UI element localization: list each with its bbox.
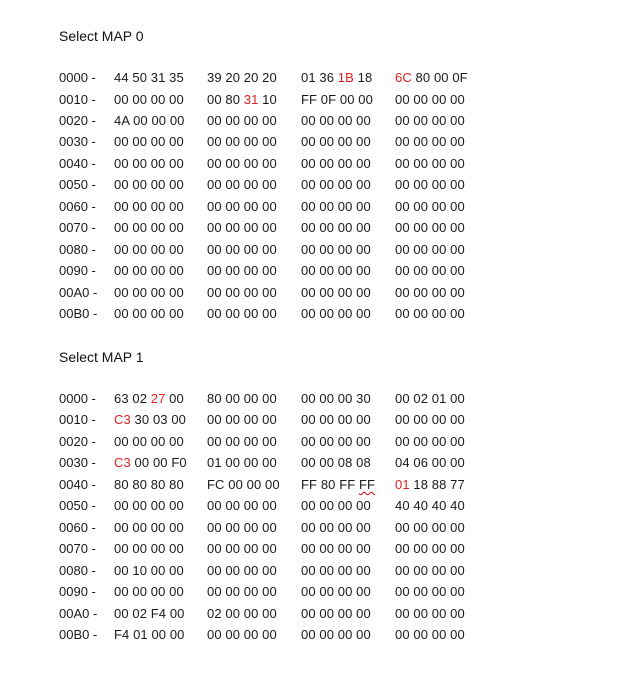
byte-group: 00 00 00 00	[395, 220, 465, 236]
byte-group: 00 00 00 00	[395, 627, 465, 642]
section-heading: Select MAP 1	[59, 349, 144, 365]
byte-group: 00 00 00 00	[114, 519, 184, 535]
byte-group: 00 00 00 00	[301, 412, 371, 428]
byte-group: 00 00 00 00	[301, 220, 371, 236]
byte-group: 00 00 00 00	[301, 605, 371, 621]
row-address: 0030 -	[59, 455, 96, 471]
byte-group: 00 00 00 00	[395, 263, 465, 278]
byte-group	[395, 477, 465, 493]
row-address: 0030 -	[59, 134, 96, 150]
row-address: 0040 -	[59, 476, 96, 492]
byte-group: 00 00 00 00	[207, 263, 277, 278]
row-address: 0000 -	[59, 391, 96, 406]
byte-group: 44 50 31 35	[114, 70, 184, 85]
byte-group: 00 00 00 00	[114, 433, 184, 449]
row-address: 0000 -	[59, 70, 96, 85]
byte: 30	[134, 412, 150, 428]
highlighted-byte: 01	[395, 476, 410, 492]
byte: 00	[433, 70, 449, 85]
byte-group: 00 00 00 00	[301, 134, 371, 150]
byte-group: 00 00 00 00	[395, 305, 465, 321]
byte-group: 39 20 20 20	[207, 70, 277, 85]
byte-group: 00 10 00 00	[114, 562, 184, 578]
byte-group: 00 00 00 00	[395, 284, 465, 300]
row-address: 0040 -	[59, 155, 96, 171]
highlighted-byte: 1B	[337, 70, 354, 85]
byte-group: 00 00 00 00	[395, 155, 465, 171]
byte-group: 00 00 00 00	[395, 519, 465, 535]
byte: 00	[169, 391, 184, 406]
byte-group: 00 00 00 00	[301, 263, 371, 278]
byte-group	[114, 412, 186, 428]
section-heading: Select MAP 0	[59, 28, 144, 44]
byte-group: 00 00 00 00	[207, 562, 277, 578]
byte: 88	[431, 476, 447, 492]
byte-group: 80 80 80 80	[114, 476, 184, 492]
row-address: 0080 -	[59, 562, 96, 578]
highlighted-byte: 31	[243, 91, 259, 107]
row-address: 0050 -	[59, 498, 96, 514]
byte: 80	[320, 476, 336, 492]
byte-group	[301, 477, 375, 493]
byte-group: 00 00 00 00	[207, 305, 277, 321]
highlighted-byte: 27	[150, 391, 166, 406]
byte: 01	[301, 70, 316, 85]
byte-group: 00 00 08 08	[301, 455, 371, 471]
row-address: 0020 -	[59, 433, 96, 449]
byte-group: FF 0F 00 00	[301, 91, 373, 107]
byte-group: 00 00 00 00	[301, 284, 371, 300]
byte-group: 01 00 00 00	[207, 455, 277, 471]
byte-group: 80 00 00 00	[207, 391, 277, 406]
byte-group: 00 00 00 00	[207, 220, 277, 236]
byte-group: 00 00 00 00	[114, 198, 184, 214]
byte-group: 00 00 00 00	[114, 134, 184, 150]
byte-group: 00 00 00 00	[207, 412, 277, 428]
byte-group: 00 02 F4 00	[114, 605, 185, 621]
byte-group: 00 00 00 00	[395, 177, 465, 193]
row-address: 0090 -	[59, 263, 96, 278]
row-address: 00A0 -	[59, 284, 98, 300]
byte: 63	[114, 391, 129, 406]
byte-group: 00 00 00 00	[301, 541, 371, 557]
byte-group: 00 00 00 00	[207, 519, 277, 535]
byte-group: 00 00 00 00	[301, 155, 371, 171]
byte-group: 00 00 00 00	[395, 584, 465, 599]
byte-group: 00 00 00 00	[395, 412, 465, 428]
byte-group: 00 00 00 00	[207, 284, 277, 300]
row-address: 0010 -	[59, 91, 96, 107]
byte-group: FC 00 00 00	[207, 476, 280, 492]
byte: 80	[225, 91, 241, 107]
byte-group: 00 00 00 00	[207, 584, 277, 599]
row-address: 0090 -	[59, 584, 96, 599]
byte-group: 00 00 00 00	[301, 198, 371, 214]
byte-group: F4 01 00 00	[114, 627, 185, 642]
byte-group: 00 00 00 00	[395, 112, 465, 128]
byte-group: 00 00 00 00	[114, 241, 184, 257]
byte-group: 4A 00 00 00	[114, 112, 185, 128]
byte-group: 00 00 00 00	[207, 155, 277, 171]
byte: 80	[415, 70, 431, 85]
byte-group: 00 00 00 00	[395, 241, 465, 257]
byte-group: 00 00 00 00	[395, 91, 465, 107]
byte-group: 40 40 40 40	[395, 498, 465, 514]
byte-group	[301, 70, 372, 86]
byte-group: 00 00 00 00	[301, 177, 371, 193]
byte-group: 00 00 00 00	[114, 155, 184, 171]
byte: 02	[132, 391, 148, 406]
row-address: 00A0 -	[59, 605, 98, 621]
byte-group: 00 00 00 00	[301, 498, 371, 514]
byte-group: 00 00 00 00	[301, 562, 371, 578]
byte: 10	[262, 91, 277, 107]
row-address: 0010 -	[59, 412, 96, 428]
byte: 00	[134, 455, 150, 471]
highlighted-byte: C3	[114, 412, 131, 428]
byte-group: 00 00 00 00	[114, 263, 184, 278]
row-address: 0070 -	[59, 220, 96, 236]
byte-group: 00 00 00 00	[207, 498, 277, 514]
byte-group: 00 00 00 00	[114, 284, 184, 300]
byte-group: 00 00 00 00	[207, 177, 277, 193]
row-address: 0070 -	[59, 541, 96, 557]
byte-group: 04 06 00 00	[395, 455, 465, 471]
row-address: 0080 -	[59, 241, 96, 257]
row-address: 0020 -	[59, 112, 96, 128]
byte-group	[395, 70, 468, 86]
byte: 00	[207, 91, 222, 107]
row-address: 00B0 -	[59, 627, 98, 642]
byte: 00	[152, 455, 168, 471]
byte: FF	[339, 476, 356, 492]
byte-group: 00 00 00 00	[395, 605, 465, 621]
byte-group: 00 00 00 00	[207, 541, 277, 557]
row-address: 0060 -	[59, 198, 96, 214]
spellcheck-flagged-byte: FF	[359, 476, 376, 492]
byte-group: 00 00 00 00	[301, 627, 371, 642]
byte-group: 00 02 01 00	[395, 391, 465, 406]
highlighted-byte: 6C	[395, 70, 412, 85]
byte-group: 00 00 00 00	[301, 584, 371, 599]
row-address: 00B0 -	[59, 305, 98, 321]
byte-group: 00 00 00 00	[395, 541, 465, 557]
byte-group: 00 00 00 00	[395, 198, 465, 214]
byte-group: 00 00 00 00	[301, 112, 371, 128]
byte-group: 00 00 00 00	[114, 541, 184, 557]
byte-group: 00 00 00 00	[395, 562, 465, 578]
byte-group: 00 00 00 00	[207, 627, 277, 642]
byte: 36	[319, 70, 335, 85]
row-address: 0050 -	[59, 177, 96, 193]
byte-group: 00 00 00 00	[301, 305, 371, 321]
byte-group: 00 00 00 00	[114, 91, 184, 107]
byte: 18	[357, 70, 373, 85]
byte-group	[114, 455, 187, 471]
highlighted-byte: C3	[114, 455, 131, 471]
byte-group: 00 00 00 00	[114, 584, 184, 599]
byte: 77	[450, 476, 465, 492]
byte-group: 00 00 00 00	[301, 433, 371, 449]
byte: 03	[152, 412, 168, 428]
byte: FF	[301, 476, 318, 492]
byte-group: 00 00 00 00	[114, 498, 184, 514]
byte-group	[207, 92, 277, 108]
byte-group: 00 00 00 00	[114, 305, 184, 321]
byte-group: 00 00 00 00	[207, 112, 277, 128]
row-address: 0060 -	[59, 519, 96, 535]
byte-group: 02 00 00 00	[207, 605, 277, 621]
byte-group: 00 00 00 00	[207, 433, 277, 449]
byte: 00	[171, 412, 186, 428]
byte: 0F	[452, 70, 468, 85]
byte-group: 00 00 00 00	[301, 241, 371, 257]
byte-group: 00 00 00 00	[207, 134, 277, 150]
byte-group: 00 00 00 00	[114, 220, 184, 236]
byte-group: 00 00 00 00	[395, 433, 465, 449]
byte: 18	[413, 476, 429, 492]
byte: F0	[171, 455, 187, 471]
byte-group: 00 00 00 00	[207, 198, 277, 214]
byte-group: 00 00 00 00	[114, 177, 184, 193]
byte-group	[114, 391, 184, 407]
byte-group: 00 00 00 00	[207, 241, 277, 257]
byte-group: 00 00 00 30	[301, 391, 371, 406]
byte-group: 00 00 00 00	[395, 134, 465, 150]
byte-group: 00 00 00 00	[301, 519, 371, 535]
